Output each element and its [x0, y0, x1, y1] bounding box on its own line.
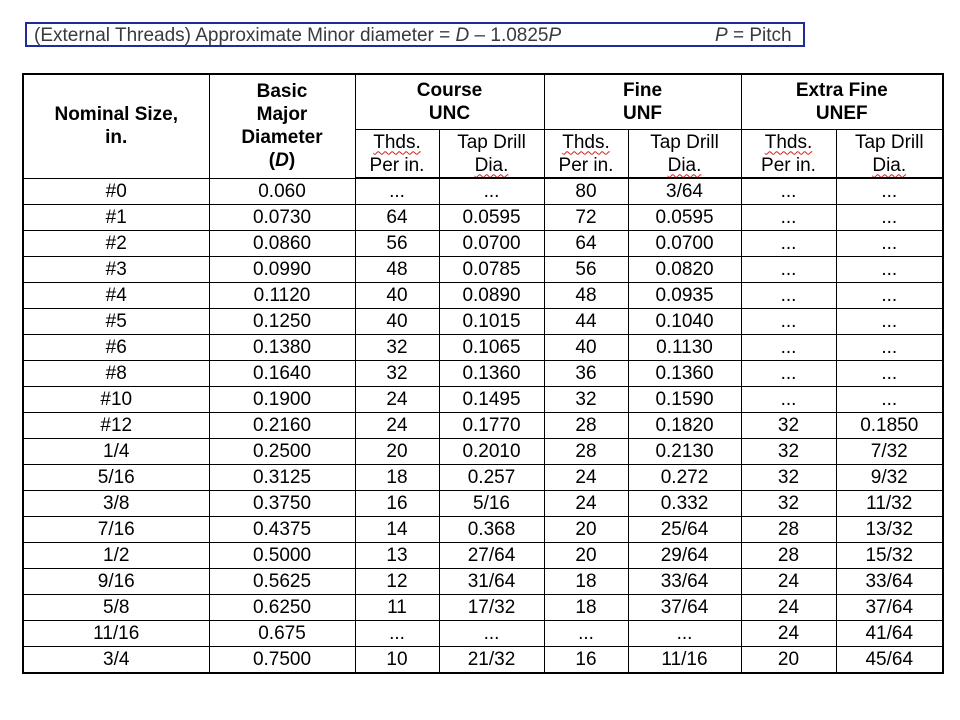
minor-diameter-formula — [34, 25, 561, 46]
cell-unc-threads-per-inch: 24 — [355, 413, 439, 439]
cell-nominal-size: #0 — [23, 178, 209, 205]
cell-unc-threads-per-inch: 12 — [355, 569, 439, 595]
header-extra-fine-unef: Extra Fine UNEF — [741, 74, 943, 130]
cell-basic-major-diameter: 0.1120 — [209, 283, 355, 309]
cell-unf-tap-drill: 29/64 — [628, 543, 741, 569]
cell-unf-tap-drill: 25/64 — [628, 517, 741, 543]
cell-nominal-size: #1 — [23, 205, 209, 231]
header-nominal-size: Nominal Size, in. — [23, 74, 209, 178]
cell-unef-tap-drill: 9/32 — [836, 465, 943, 491]
cell-nominal-size: 3/8 — [23, 491, 209, 517]
cell-nominal-size: #6 — [23, 335, 209, 361]
cell-nominal-size: 7/16 — [23, 517, 209, 543]
cell-unf-tap-drill: 0.1590 — [628, 387, 741, 413]
header-course-unc: Course UNC — [355, 74, 544, 130]
pitch-variable: P — [715, 25, 728, 46]
cell-unc-tap-drill: 0.1770 — [439, 413, 544, 439]
cell-nominal-size: 11/16 — [23, 621, 209, 647]
header-unef-threads-per-inch: Thds. Per in. — [741, 130, 836, 179]
cell-unc-tap-drill: ... — [439, 621, 544, 647]
cell-unef-tap-drill: 7/32 — [836, 439, 943, 465]
cell-unc-tap-drill: 0.368 — [439, 517, 544, 543]
pitch-definition — [715, 25, 792, 46]
cell-nominal-size: #8 — [23, 361, 209, 387]
cell-unef-tap-drill: 33/64 — [836, 569, 943, 595]
table-row — [23, 178, 943, 205]
cell-unf-threads-per-inch: 24 — [544, 491, 628, 517]
cell-unc-threads-per-inch: ... — [355, 178, 439, 205]
cell-unef-threads-per-inch: ... — [741, 178, 836, 205]
cell-nominal-size: #5 — [23, 309, 209, 335]
formula-variable-d: D — [455, 25, 470, 46]
cell-unef-tap-drill: ... — [836, 231, 943, 257]
cell-nominal-size: 3/4 — [23, 647, 209, 674]
cell-unef-threads-per-inch: 32 — [741, 439, 836, 465]
cell-nominal-size: 5/8 — [23, 595, 209, 621]
cell-unc-threads-per-inch: 40 — [355, 309, 439, 335]
cell-unef-threads-per-inch: ... — [741, 257, 836, 283]
thread-size-table — [22, 73, 944, 674]
cell-unc-threads-per-inch: 18 — [355, 465, 439, 491]
cell-nominal-size: #12 — [23, 413, 209, 439]
header-unf-tap-drill: Tap Drill Dia. — [628, 130, 741, 179]
header-unc-tap-drill: Tap Drill Dia. — [439, 130, 544, 179]
cell-basic-major-diameter: 0.675 — [209, 621, 355, 647]
table-row — [23, 439, 943, 465]
cell-unc-threads-per-inch: 20 — [355, 439, 439, 465]
cell-unf-threads-per-inch: 40 — [544, 335, 628, 361]
cell-unef-tap-drill: ... — [836, 309, 943, 335]
cell-unf-threads-per-inch: ... — [544, 621, 628, 647]
cell-unc-threads-per-inch: 56 — [355, 231, 439, 257]
cell-unc-threads-per-inch: 24 — [355, 387, 439, 413]
table-row — [23, 387, 943, 413]
cell-unf-tap-drill: 0.332 — [628, 491, 741, 517]
cell-unef-threads-per-inch: 24 — [741, 621, 836, 647]
cell-unc-threads-per-inch: 40 — [355, 283, 439, 309]
cell-unf-tap-drill: 11/16 — [628, 647, 741, 674]
cell-unf-threads-per-inch: 28 — [544, 413, 628, 439]
table-row — [23, 309, 943, 335]
cell-unf-tap-drill: 33/64 — [628, 569, 741, 595]
table-row — [23, 621, 943, 647]
table-row — [23, 283, 943, 309]
cell-unef-tap-drill: ... — [836, 387, 943, 413]
cell-unf-threads-per-inch: 32 — [544, 387, 628, 413]
cell-nominal-size: #10 — [23, 387, 209, 413]
table-row — [23, 257, 943, 283]
cell-unf-threads-per-inch: 16 — [544, 647, 628, 674]
cell-unf-tap-drill: 0.1130 — [628, 335, 741, 361]
cell-unf-threads-per-inch: 18 — [544, 595, 628, 621]
table-row — [23, 361, 943, 387]
cell-unef-threads-per-inch: 32 — [741, 491, 836, 517]
cell-unc-threads-per-inch: 32 — [355, 335, 439, 361]
formula-constant: – 1.0825 — [469, 25, 549, 46]
cell-nominal-size: 9/16 — [23, 569, 209, 595]
cell-unc-tap-drill: 0.0700 — [439, 231, 544, 257]
cell-unef-threads-per-inch: ... — [741, 335, 836, 361]
cell-unc-tap-drill: ... — [439, 178, 544, 205]
cell-unc-tap-drill: 21/32 — [439, 647, 544, 674]
cell-unef-tap-drill: ... — [836, 361, 943, 387]
cell-unf-threads-per-inch: 72 — [544, 205, 628, 231]
cell-basic-major-diameter: 0.1380 — [209, 335, 355, 361]
cell-unf-threads-per-inch: 28 — [544, 439, 628, 465]
table-row — [23, 413, 943, 439]
cell-unef-tap-drill: ... — [836, 335, 943, 361]
table-row — [23, 205, 943, 231]
cell-unef-threads-per-inch: 32 — [741, 465, 836, 491]
cell-unef-threads-per-inch: ... — [741, 387, 836, 413]
pitch-label: = Pitch — [727, 25, 792, 46]
cell-unf-tap-drill: 0.0595 — [628, 205, 741, 231]
cell-unf-tap-drill: 0.1820 — [628, 413, 741, 439]
cell-unef-threads-per-inch: ... — [741, 361, 836, 387]
cell-unf-tap-drill: 0.1360 — [628, 361, 741, 387]
cell-unef-threads-per-inch: 28 — [741, 543, 836, 569]
table-body — [23, 178, 943, 673]
header-basic-major-diameter: Basic Major Diameter (D) — [209, 74, 355, 178]
cell-unef-tap-drill: ... — [836, 178, 943, 205]
cell-basic-major-diameter: 0.7500 — [209, 647, 355, 674]
cell-unf-threads-per-inch: 80 — [544, 178, 628, 205]
cell-nominal-size: 1/4 — [23, 439, 209, 465]
cell-unf-threads-per-inch: 56 — [544, 257, 628, 283]
cell-basic-major-diameter: 0.5625 — [209, 569, 355, 595]
cell-unef-tap-drill: 41/64 — [836, 621, 943, 647]
cell-basic-major-diameter: 0.060 — [209, 178, 355, 205]
cell-unf-tap-drill: 0.0700 — [628, 231, 741, 257]
table-row — [23, 335, 943, 361]
cell-basic-major-diameter: 0.0990 — [209, 257, 355, 283]
cell-basic-major-diameter: 0.6250 — [209, 595, 355, 621]
cell-unf-threads-per-inch: 20 — [544, 517, 628, 543]
cell-unc-threads-per-inch: 16 — [355, 491, 439, 517]
cell-unef-threads-per-inch: ... — [741, 283, 836, 309]
cell-unf-threads-per-inch: 44 — [544, 309, 628, 335]
cell-nominal-size: #4 — [23, 283, 209, 309]
cell-nominal-size: 1/2 — [23, 543, 209, 569]
cell-unc-tap-drill: 0.1015 — [439, 309, 544, 335]
cell-basic-major-diameter: 0.1900 — [209, 387, 355, 413]
cell-unc-tap-drill: 0.1065 — [439, 335, 544, 361]
cell-nominal-size: #3 — [23, 257, 209, 283]
cell-basic-major-diameter: 0.2160 — [209, 413, 355, 439]
table-row — [23, 647, 943, 674]
cell-unc-tap-drill: 0.1360 — [439, 361, 544, 387]
cell-unf-tap-drill: 0.1040 — [628, 309, 741, 335]
cell-unc-threads-per-inch: 64 — [355, 205, 439, 231]
table-row — [23, 595, 943, 621]
cell-unf-threads-per-inch: 64 — [544, 231, 628, 257]
cell-unc-tap-drill: 17/32 — [439, 595, 544, 621]
table-row — [23, 491, 943, 517]
table-row — [23, 543, 943, 569]
table-row — [23, 569, 943, 595]
cell-unf-tap-drill: 0.0820 — [628, 257, 741, 283]
cell-basic-major-diameter: 0.0860 — [209, 231, 355, 257]
cell-unf-tap-drill: 0.0935 — [628, 283, 741, 309]
cell-unef-tap-drill: ... — [836, 283, 943, 309]
cell-unef-threads-per-inch: 32 — [741, 413, 836, 439]
cell-basic-major-diameter: 0.1250 — [209, 309, 355, 335]
cell-unef-threads-per-inch: 24 — [741, 595, 836, 621]
cell-unc-threads-per-inch: ... — [355, 621, 439, 647]
formula-banner — [25, 22, 805, 47]
cell-basic-major-diameter: 0.3125 — [209, 465, 355, 491]
cell-unc-tap-drill: 0.0595 — [439, 205, 544, 231]
header-unf-threads-per-inch: Thds. Per in. — [544, 130, 628, 179]
cell-unc-tap-drill: 5/16 — [439, 491, 544, 517]
table-row — [23, 231, 943, 257]
cell-unef-tap-drill: 45/64 — [836, 647, 943, 674]
cell-basic-major-diameter: 0.1640 — [209, 361, 355, 387]
cell-unf-tap-drill: 0.2130 — [628, 439, 741, 465]
cell-unf-tap-drill: 0.272 — [628, 465, 741, 491]
cell-unc-threads-per-inch: 48 — [355, 257, 439, 283]
cell-unf-threads-per-inch: 36 — [544, 361, 628, 387]
cell-unc-tap-drill: 0.0890 — [439, 283, 544, 309]
cell-unf-threads-per-inch: 24 — [544, 465, 628, 491]
cell-unc-threads-per-inch: 13 — [355, 543, 439, 569]
cell-unef-tap-drill: ... — [836, 257, 943, 283]
cell-unf-tap-drill: ... — [628, 621, 741, 647]
cell-unef-tap-drill: 13/32 — [836, 517, 943, 543]
formula-prefix: (External Threads) Approximate Minor diameter = — [34, 25, 456, 46]
cell-unf-threads-per-inch: 18 — [544, 569, 628, 595]
cell-unc-tap-drill: 0.2010 — [439, 439, 544, 465]
header-unc-threads-per-inch: Thds. Per in. — [355, 130, 439, 179]
cell-unc-threads-per-inch: 32 — [355, 361, 439, 387]
cell-unef-threads-per-inch: 24 — [741, 569, 836, 595]
formula-variable-p: P — [548, 25, 562, 46]
cell-unef-tap-drill: 11/32 — [836, 491, 943, 517]
cell-unc-tap-drill: 27/64 — [439, 543, 544, 569]
cell-basic-major-diameter: 0.0730 — [209, 205, 355, 231]
cell-unef-tap-drill: 15/32 — [836, 543, 943, 569]
cell-unc-threads-per-inch: 14 — [355, 517, 439, 543]
header-unef-tap-drill: Tap Drill Dia. — [836, 130, 943, 179]
cell-unf-threads-per-inch: 48 — [544, 283, 628, 309]
cell-nominal-size: #2 — [23, 231, 209, 257]
cell-basic-major-diameter: 0.2500 — [209, 439, 355, 465]
cell-basic-major-diameter: 0.5000 — [209, 543, 355, 569]
cell-unf-threads-per-inch: 20 — [544, 543, 628, 569]
cell-unf-tap-drill: 3/64 — [628, 178, 741, 205]
cell-unf-tap-drill: 37/64 — [628, 595, 741, 621]
cell-unc-tap-drill: 0.257 — [439, 465, 544, 491]
table-row — [23, 517, 943, 543]
cell-unc-tap-drill: 31/64 — [439, 569, 544, 595]
cell-unef-threads-per-inch: ... — [741, 231, 836, 257]
cell-unc-threads-per-inch: 10 — [355, 647, 439, 674]
header-fine-unf: Fine UNF — [544, 74, 741, 130]
cell-basic-major-diameter: 0.4375 — [209, 517, 355, 543]
table-row — [23, 465, 943, 491]
cell-unef-threads-per-inch: 20 — [741, 647, 836, 674]
cell-unef-tap-drill: 0.1850 — [836, 413, 943, 439]
header-row-primary — [23, 74, 943, 130]
cell-unef-tap-drill: 37/64 — [836, 595, 943, 621]
cell-unef-threads-per-inch: 28 — [741, 517, 836, 543]
cell-unc-tap-drill: 0.1495 — [439, 387, 544, 413]
cell-unef-threads-per-inch: ... — [741, 205, 836, 231]
cell-unef-tap-drill: ... — [836, 205, 943, 231]
cell-basic-major-diameter: 0.3750 — [209, 491, 355, 517]
cell-unc-tap-drill: 0.0785 — [439, 257, 544, 283]
cell-unc-threads-per-inch: 11 — [355, 595, 439, 621]
cell-unef-threads-per-inch: ... — [741, 309, 836, 335]
cell-nominal-size: 5/16 — [23, 465, 209, 491]
